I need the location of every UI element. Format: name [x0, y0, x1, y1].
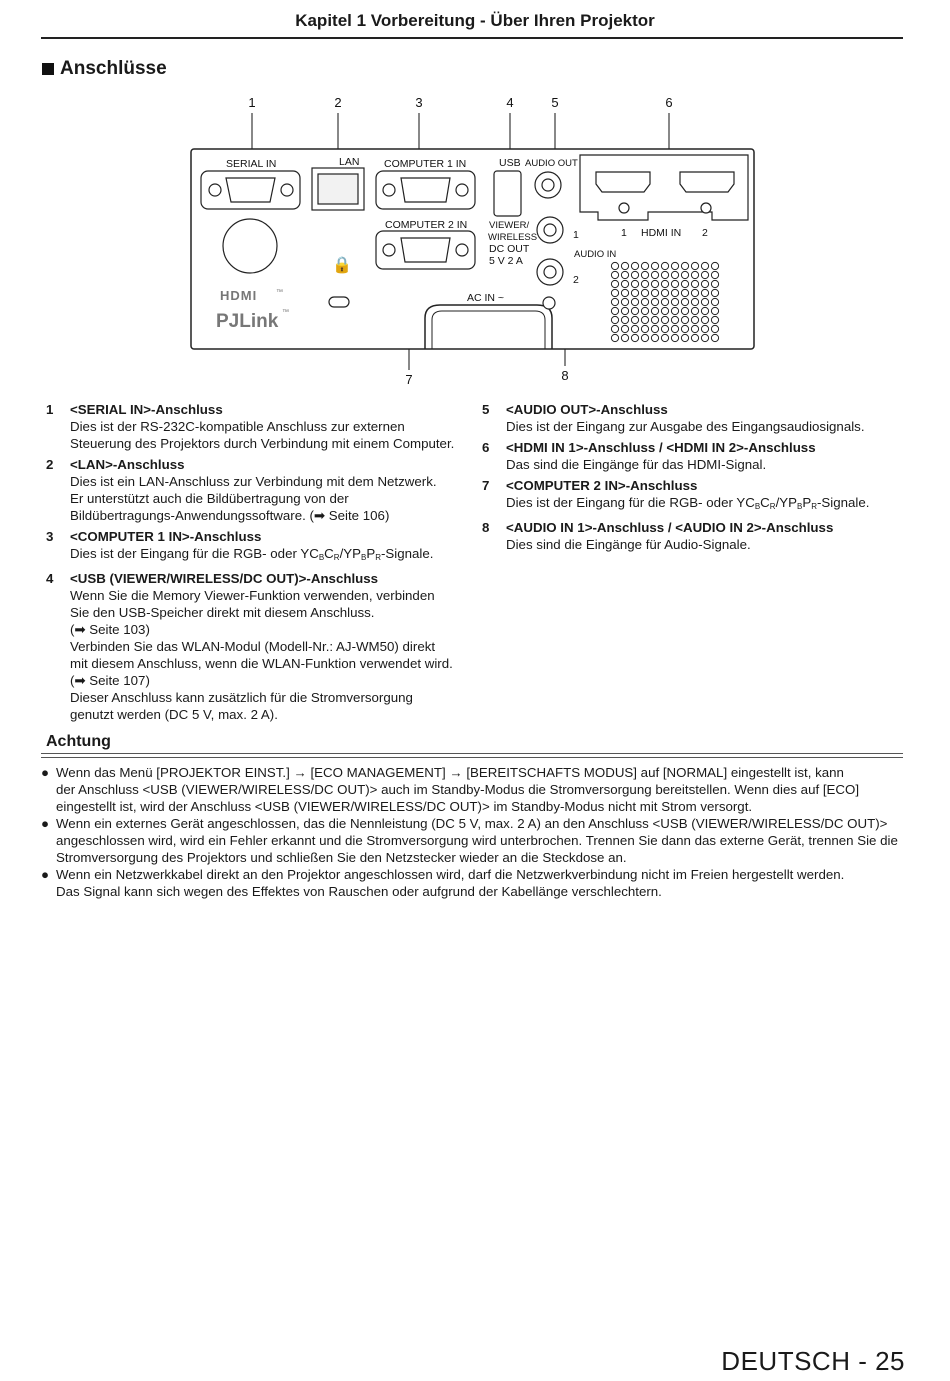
computer2-label: COMPUTER 2 IN	[385, 219, 468, 231]
vent-hole	[691, 289, 698, 296]
vent-hole	[661, 271, 668, 278]
hdmi-logo-tm: ™	[276, 289, 283, 296]
vent-hole	[691, 325, 698, 332]
caution-divider	[41, 753, 903, 758]
item-title: <HDMI IN 1>-Anschluss / <HDMI IN 2>-Anschluss	[506, 440, 816, 455]
page-footer: DEUTSCH - 25	[721, 1346, 905, 1376]
list-item	[46, 401, 476, 452]
callout-3: 3	[415, 95, 423, 110]
vent-hole	[661, 280, 668, 287]
caution-title: Achtung	[46, 733, 111, 750]
item-body	[506, 477, 912, 515]
caution-item	[40, 764, 910, 815]
vent-hole	[641, 298, 648, 305]
item-number: 1	[46, 402, 54, 417]
indicator-slot-icon	[329, 297, 349, 307]
callout-8: 8	[561, 368, 569, 383]
square-bullet-icon	[42, 63, 54, 75]
header-divider	[41, 37, 903, 39]
vent-hole	[651, 262, 658, 269]
vent-hole	[611, 289, 618, 296]
vent-hole	[661, 325, 668, 332]
item-title: <AUDIO IN 1>-Anschluss / <AUDIO IN 2>-Anschluss	[506, 520, 834, 535]
vent-hole	[651, 334, 658, 341]
vent-hole	[691, 334, 698, 341]
vent-hole	[661, 316, 668, 323]
item-text-line: Dies ist ein LAN-Anschluss zur Verbindung mit dem Netzwerk.	[70, 474, 437, 489]
vent-hole	[671, 280, 678, 287]
vent-hole	[621, 316, 628, 323]
item-text-line: Dies ist der RS-232C-kompatible Anschluss zur externen	[70, 419, 405, 434]
vent-hole	[641, 325, 648, 332]
vent-hole	[711, 298, 718, 305]
vent-hole	[701, 334, 708, 341]
sub-b: B	[318, 553, 325, 562]
item-body	[70, 528, 476, 566]
vent-hole	[671, 316, 678, 323]
item-title: <AUDIO OUT>-Anschluss	[506, 402, 668, 417]
item-number: 5	[482, 402, 490, 417]
items-right-column	[482, 401, 912, 557]
vent-hole	[691, 280, 698, 287]
vent-hole	[631, 280, 638, 287]
item-number: 4	[46, 571, 54, 586]
lan-port-icon	[312, 168, 364, 210]
vent-hole	[651, 280, 658, 287]
vent-hole	[631, 325, 638, 332]
vent-hole	[651, 316, 658, 323]
vent-hole	[611, 307, 618, 314]
hdmi-logo: HDMI	[220, 288, 258, 303]
caution-text-line: eingestellt ist, wird der Anschluss <USB (VIEWER/WIRELESS/DC OUT)> im Standby-Modus nicht mit Strom versorgt.	[56, 799, 753, 814]
vent-hole	[681, 334, 688, 341]
vent-hole	[671, 289, 678, 296]
vent-hole	[621, 271, 628, 278]
callout-5: 5	[551, 95, 559, 110]
vent-hole	[651, 271, 658, 278]
caution-item	[40, 815, 910, 866]
vent-hole	[701, 316, 708, 323]
signal-slash-yp: /YP	[339, 546, 361, 561]
vent-hole	[631, 334, 638, 341]
callout-4: 4	[506, 95, 514, 110]
item-title: <LAN>-Anschluss	[70, 457, 185, 472]
caution-text-line: Das Signal kann sich wegen des Effektes von Rauschen oder aufgrund der Kabellänge verschlechtern.	[56, 884, 662, 899]
vent-hole	[691, 316, 698, 323]
computer1-label: COMPUTER 1 IN	[384, 158, 467, 170]
vent-hole	[671, 334, 678, 341]
vent-hole	[641, 316, 648, 323]
signal-slash-yp: /YP	[775, 495, 797, 510]
caution-text-line: Wenn ein externes Gerät angeschlossen, das die Nennleistung (DC 5 V, max. 2 A) an den Anschluss <USB (VIEWER/WIRELESS/DC OUT)>	[56, 816, 888, 831]
sub-b: B	[754, 502, 761, 511]
vent-hole	[641, 280, 648, 287]
audio-in-1-label: 1	[573, 229, 579, 241]
hdmi-2-label: 2	[702, 227, 708, 239]
item-body	[70, 570, 476, 723]
item-text-line: mit diesem Anschluss, wenn die WLAN-Funktion verwendet wird.	[70, 656, 453, 671]
callout-1: 1	[248, 95, 256, 110]
item-text-line: Wenn Sie die Memory Viewer-Funktion verwenden, verbinden	[70, 588, 435, 603]
vent-hole	[661, 289, 668, 296]
item-number: 7	[482, 478, 490, 493]
vent-hole	[681, 280, 688, 287]
vent-hole	[681, 298, 688, 305]
vent-hole	[631, 271, 638, 278]
item-number: 8	[482, 520, 490, 535]
item-title: <COMPUTER 1 IN>-Anschluss	[70, 529, 262, 544]
vent-hole	[651, 289, 658, 296]
vent-hole	[631, 298, 638, 305]
connector-panel-diagram	[0, 88, 950, 393]
vent-hole	[711, 271, 718, 278]
vent-hole	[711, 316, 718, 323]
vent-hole	[691, 307, 698, 314]
vent-hole	[701, 280, 708, 287]
serial-in-label: SERIAL IN	[226, 158, 277, 170]
vent-hole	[621, 325, 628, 332]
item-title: <COMPUTER 2 IN>-Anschluss	[506, 478, 698, 493]
sub-r: R	[333, 553, 340, 562]
vent-hole	[621, 298, 628, 305]
vent-hole	[681, 289, 688, 296]
list-item	[46, 528, 476, 566]
signal-text-post: -Signale.	[817, 495, 870, 510]
sub-r: R	[769, 502, 776, 511]
vent-hole	[701, 262, 708, 269]
item-text-line: Sie den USB-Speicher direkt mit diesem Anschluss.	[70, 605, 375, 620]
item-number: 2	[46, 457, 54, 472]
vent-hole	[701, 298, 708, 305]
page-header-title: Kapitel 1 Vorbereitung - Über Ihren Projektor	[295, 11, 655, 30]
dc-value-label: 5 V 2 A	[489, 255, 523, 267]
list-item	[482, 401, 912, 435]
lock-icon: 🔒	[332, 255, 352, 274]
vent-hole	[681, 262, 688, 269]
vent-hole	[661, 298, 668, 305]
item-text-line: Dies sind die Eingänge für Audio-Signale.	[506, 537, 751, 552]
vent-hole	[691, 262, 698, 269]
viewer-label: VIEWER/	[489, 220, 530, 231]
serial-port-icon	[201, 171, 300, 209]
item-text-line: Dieser Anschluss kann zusätzlich für die Stromversorgung	[70, 690, 413, 705]
vent-hole	[711, 289, 718, 296]
vent-hole	[611, 334, 618, 341]
vent-grid-icon	[611, 262, 718, 341]
ac-in-label: AC IN ~	[467, 292, 505, 304]
sub-r: R	[811, 502, 817, 511]
signal-text-post: -Signale.	[381, 546, 434, 561]
vent-hole	[691, 298, 698, 305]
caution-item	[40, 866, 910, 900]
vent-hole	[661, 262, 668, 269]
caution-text-line: Wenn ein Netzwerkkabel direkt an den Projektor angeschlossen wird, darf die Netzwerkverbindung nicht im Freien hergestellt werden.	[56, 867, 845, 882]
lens-circle-icon	[223, 219, 277, 273]
computer1-port-icon	[376, 171, 475, 209]
items-left-column	[46, 401, 476, 727]
caution-text-line: der Anschluss <USB (VIEWER/WIRELESS/DC OUT)> auch im Standby-Modus die Stromversorgung bereitstellen. Wenn dies auf [ECO]	[56, 782, 860, 797]
callout-2: 2	[334, 95, 342, 110]
item-title: <SERIAL IN>-Anschluss	[70, 402, 223, 417]
section-title-text: Anschlüsse	[60, 58, 167, 79]
item-body	[70, 401, 476, 452]
dc-out-label: DC OUT	[489, 243, 530, 255]
item-body	[506, 401, 912, 435]
item-text-line	[70, 545, 476, 566]
vent-hole	[641, 334, 648, 341]
vent-hole	[701, 325, 708, 332]
sub-r: R	[375, 553, 381, 562]
item-body	[70, 456, 476, 524]
bullet-icon: ●	[41, 765, 50, 780]
vent-hole	[621, 280, 628, 287]
item-text-line: Dies ist der Eingang zur Ausgabe des Eingangsaudiosignals.	[506, 419, 865, 434]
vent-hole	[641, 307, 648, 314]
item-text-line: Er unterstützt auch die Bildübertragung von der	[70, 491, 349, 506]
vent-hole	[611, 325, 618, 332]
vent-hole	[611, 298, 618, 305]
vent-hole	[671, 298, 678, 305]
vent-hole	[621, 289, 628, 296]
vent-hole	[701, 289, 708, 296]
item-number: 6	[482, 440, 490, 455]
usb-port-icon	[494, 171, 521, 216]
vent-hole	[711, 262, 718, 269]
vent-hole	[681, 271, 688, 278]
vent-hole	[621, 262, 628, 269]
vent-hole	[611, 262, 618, 269]
vent-hole	[651, 325, 658, 332]
vent-hole	[711, 334, 718, 341]
vent-hole	[711, 280, 718, 287]
callout-6: 6	[665, 95, 673, 110]
hdmi-1-label: 1	[621, 227, 627, 239]
computer2-port-icon	[376, 231, 475, 269]
item-text-line	[506, 494, 912, 515]
audio-in-2-label: 2	[573, 274, 579, 286]
vent-hole	[631, 316, 638, 323]
vent-hole	[631, 262, 638, 269]
bullet-icon: ●	[41, 867, 50, 882]
list-item	[482, 519, 912, 553]
vent-hole	[661, 334, 668, 341]
audio-in-label: AUDIO IN	[574, 249, 617, 260]
signal-text-pre: Dies ist der Eingang für die RGB- oder YC	[70, 546, 319, 561]
list-item	[482, 439, 912, 473]
vent-hole	[641, 262, 648, 269]
caution-list	[40, 764, 910, 900]
vent-hole	[611, 280, 618, 287]
vent-hole	[701, 271, 708, 278]
vent-hole	[711, 307, 718, 314]
signal-c: C	[324, 546, 334, 561]
vent-hole	[611, 316, 618, 323]
vent-hole	[611, 271, 618, 278]
callout-7: 7	[405, 372, 413, 387]
vent-hole	[651, 307, 658, 314]
audio-out-label: AUDIO OUT	[525, 158, 578, 169]
vent-hole	[631, 289, 638, 296]
item-text-line: genutzt werden (DC 5 V, max. 2 A).	[70, 707, 278, 722]
item-text-line: Steuerung des Projektors durch Verbindung mit einem Computer.	[70, 436, 455, 451]
signal-p: P	[802, 495, 812, 510]
bullet-icon: ●	[41, 816, 50, 831]
sub-b: B	[797, 502, 803, 511]
section-title	[42, 58, 167, 80]
item-text-line: Bildübertragungs-Anwendungssoftware. (➡ Seite 106)	[70, 508, 390, 523]
vent-hole	[691, 271, 698, 278]
usb-label: USB	[499, 157, 521, 169]
list-item	[482, 477, 912, 515]
list-item	[46, 456, 476, 524]
vent-hole	[671, 307, 678, 314]
caution-text-line: angeschlossen wird, wird ein Fehler erkannt und die Stromversorgung wird unterbrochen. Trennen Sie dann das externe Gerät, trennen Sie die	[56, 833, 898, 848]
signal-text-pre: Dies ist der Eingang für die RGB- oder YC	[506, 495, 755, 510]
lan-label: LAN	[339, 156, 360, 168]
vent-hole	[671, 325, 678, 332]
item-text-line: (➡ Seite 107)	[70, 673, 150, 688]
caution-text-line: Wenn das Menü [PROJEKTOR EINST.] → [ECO MANAGEMENT] → [BEREITSCHAFTS MODUS] auf [NORMAL] eingestellt ist, kann	[56, 765, 844, 780]
vent-hole	[671, 271, 678, 278]
vent-hole	[711, 325, 718, 332]
item-number: 3	[46, 529, 54, 544]
vent-hole	[681, 307, 688, 314]
vent-hole	[621, 307, 628, 314]
item-body	[506, 439, 912, 473]
vent-hole	[651, 298, 658, 305]
vent-hole	[681, 325, 688, 332]
vent-hole	[641, 271, 648, 278]
item-text-line: (➡ Seite 103)	[70, 622, 150, 637]
pjlink-logo: PJLink	[216, 311, 279, 332]
vent-hole	[621, 334, 628, 341]
caution-text-line: Stromversorgung des Projektors und schließen Sie den Netzstecker wieder an die Steckdose an.	[56, 850, 627, 865]
sub-b: B	[361, 553, 367, 562]
vent-hole	[701, 307, 708, 314]
pjlink-logo-tm: ™	[282, 309, 289, 316]
item-text-line: Verbinden Sie das WLAN-Modul (Modell-Nr.: AJ-WM50) direkt	[70, 639, 436, 654]
item-body	[506, 519, 912, 553]
vent-hole	[661, 307, 668, 314]
list-item	[46, 570, 476, 723]
vent-hole	[631, 307, 638, 314]
hdmi-in-label: HDMI IN	[641, 227, 682, 239]
wireless-label: WIRELESS	[488, 232, 538, 243]
signal-c: C	[760, 495, 770, 510]
vent-hole	[681, 316, 688, 323]
item-text-line: Das sind die Eingänge für das HDMI-Signal.	[506, 457, 767, 472]
vent-hole	[671, 262, 678, 269]
signal-p: P	[366, 546, 376, 561]
vent-hole	[641, 289, 648, 296]
item-title: <USB (VIEWER/WIRELESS/DC OUT)>-Anschluss	[70, 571, 379, 586]
